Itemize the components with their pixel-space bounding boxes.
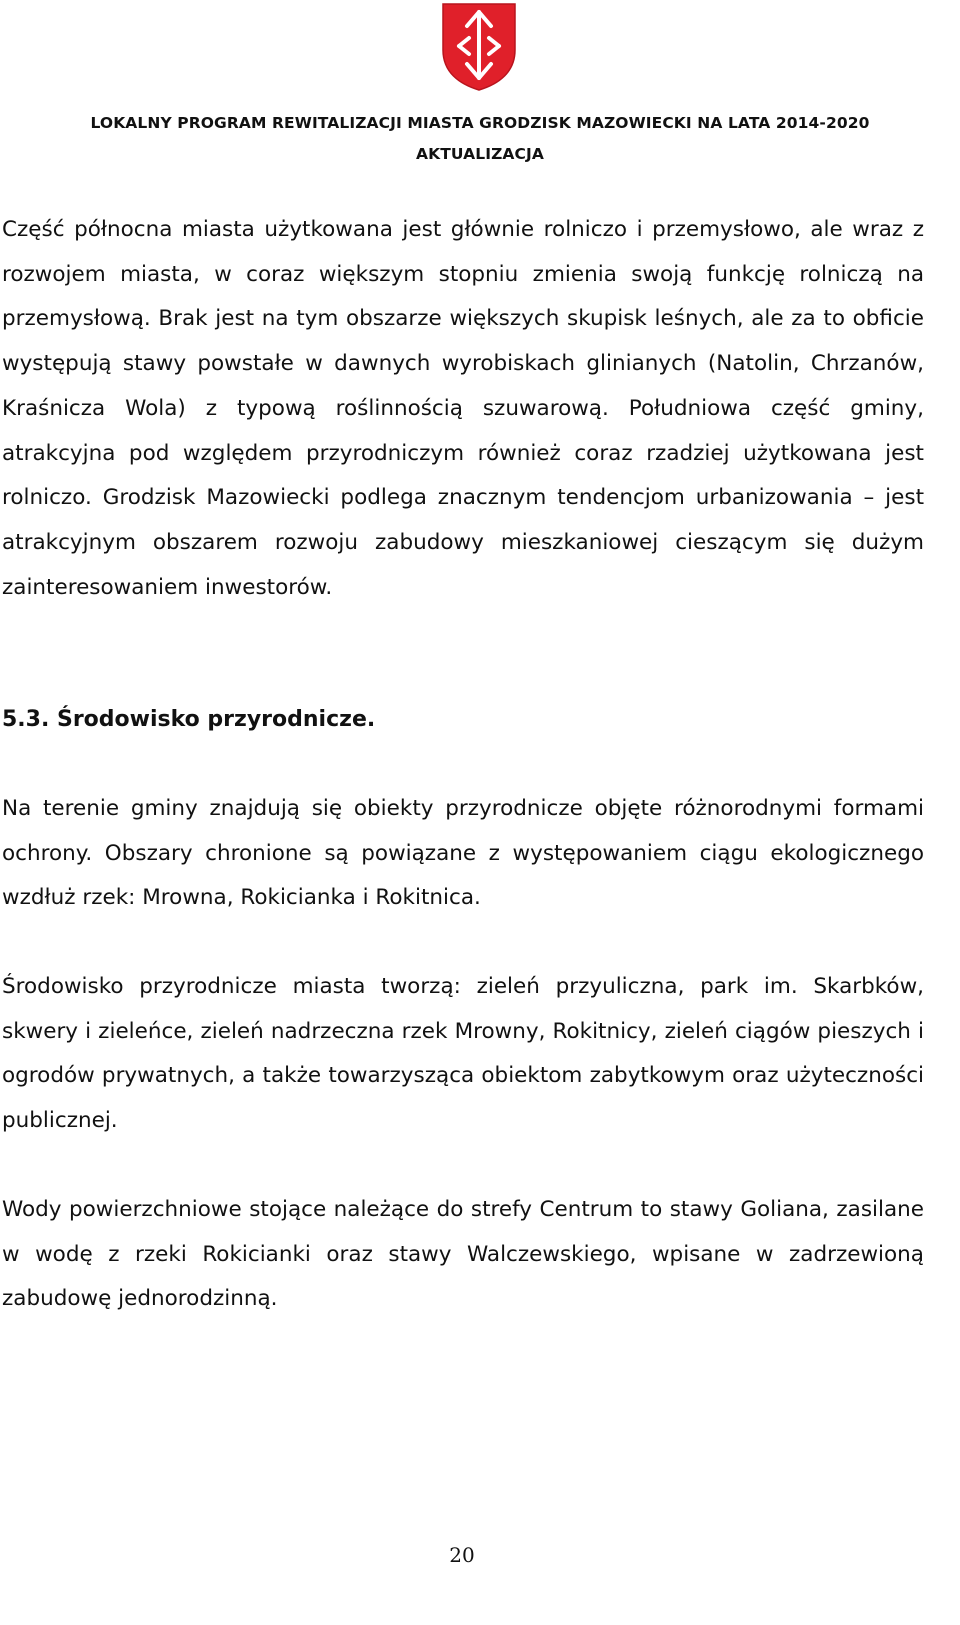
city-coat-of-arms-icon <box>437 0 521 92</box>
paragraph-greenery: Środowisko przyrodnicze miasta tworzą: zieleń przyuliczna, park im. Skarbków, skwery i zieleńce, zieleń nadrzeczna rzek Mrowny, Rokitnicy, zieleń ciągów pieszych i ogrodów prywatnych, a także towarzysząca obiektom zabytkowym oraz użyteczności publicznej. <box>2 974 924 1134</box>
document-header-title: LOKALNY PROGRAM REWITALIZACJI MIASTA GRODZISK MAZOWIECKI NA LATA 2014-2020 <box>90 114 870 132</box>
document-header-subtitle: AKTUALIZACJA <box>416 145 544 163</box>
paragraph-protected-areas: Na terenie gminy znajdują się obiekty przyrodnicze objęte różnorodnymi formami ochrony. Obszary chronione są powiązane z występowaniem ciągu ekologicznego wzdłuż rzek: Mrowna, Rokicianka i Rokitnica. <box>2 796 924 911</box>
paragraph-north-part: Część północna miasta użytkowana jest głównie rolniczo i przemysłowo, ale wraz z rozwojem miasta, w coraz większym stopniu zmienia swoją funkcję rolniczą na przemysłową. Brak jest na tym obszarze większych skupisk leśnych, ale za to obficie występują stawy powstałe w dawnych wyrobiskach glinianych (Natolin, Chrzanów, Kraśnicza Wola) z typową roślinnością szuwarową. Południowa część gminy, atrakcyjna pod względem przyrodniczym również coraz rzadziej użytkowana jest rolniczo. Grodzisk Mazowiecki podlega znacznym tendencjom urbanizowania – jest atrakcyjnym obszarem rozwoju zabudowy mieszkaniowej cieszącym się dużym zainteresowaniem inwestorów. <box>2 217 924 600</box>
section-heading: 5.3. Środowisko przyrodnicze. <box>2 707 376 732</box>
paragraph-surface-waters: Wody powierzchniowe stojące należące do strefy Centrum to stawy Goliana, zasilane w wodę z rzeki Rokicianki oraz stawy Walczewskiego, wpisane w zadrzewioną zabudowę jednorodzinną. <box>2 1197 924 1312</box>
page-number: 20 <box>449 1543 475 1567</box>
